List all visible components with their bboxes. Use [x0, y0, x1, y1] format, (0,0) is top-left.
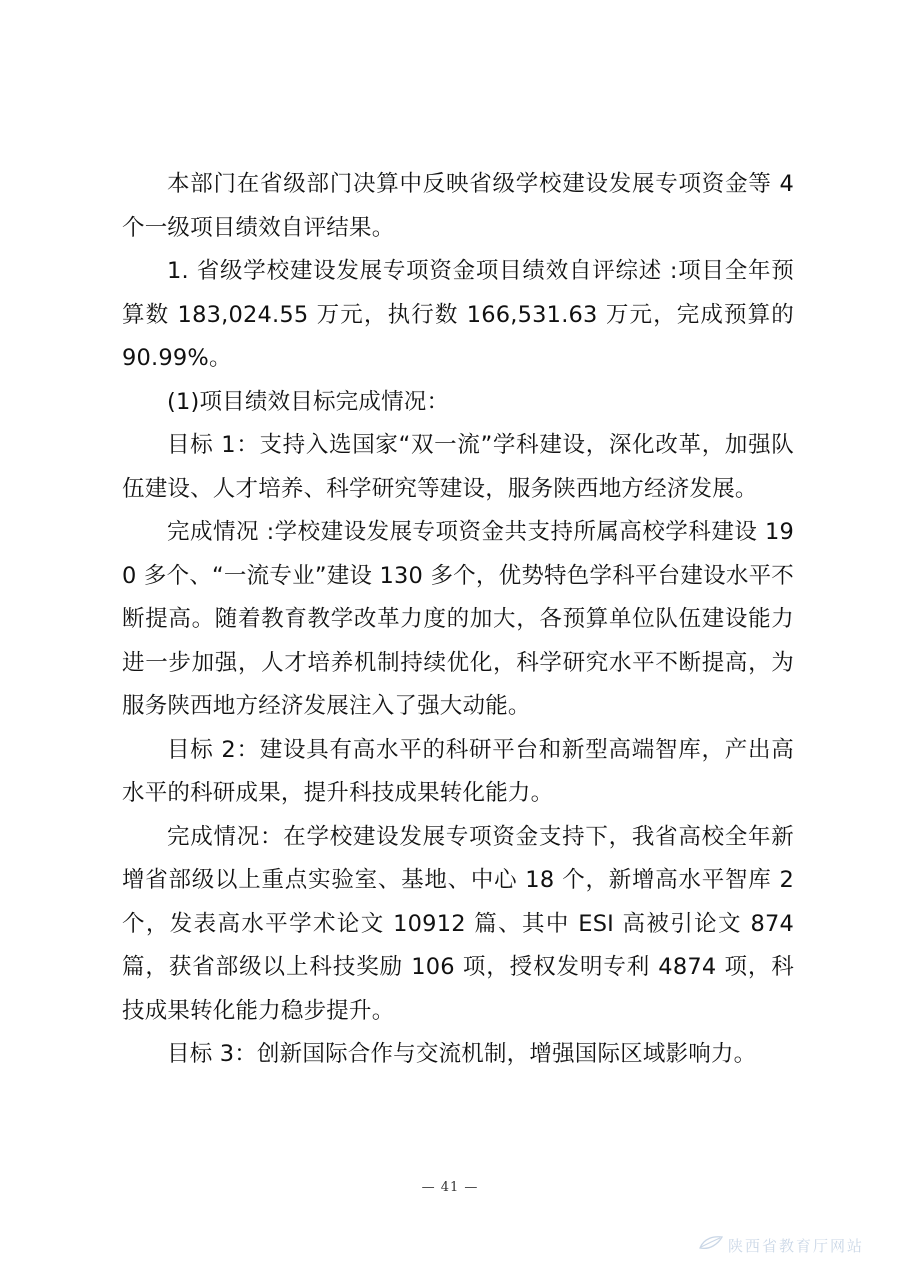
- watermark-text: 陕西省教育厅网站: [727, 1236, 864, 1255]
- paragraph-summary: 1. 省级学校建设发展专项资金项目绩效自评综述 :项目全年预算数 183,024.55 万元，执行数 166,531.63 万元，完成预算的 90.99%。: [122, 258, 794, 371]
- paragraph-goal-2-result: 完成情况：在学校建设发展专项资金支持下，我省高校全年新增省部级以上重点实验室、基地、中心 18 个，新增高水平智库 2 个，发表高水平学术论文 10912 篇、其中 ESI 高被引论文 874 篇，获省部级以上科技奖励 106 项，授权发明专利 4874 项，科技成果转化能力稳步提升。: [122, 823, 794, 1024]
- page-number: — 41 —: [421, 1180, 479, 1195]
- paragraph-heading-goals: (1)项目绩效目标完成情况：: [167, 388, 450, 415]
- document-body: [122, 163, 794, 1077]
- paragraph-intro: 本部门在省级部门决算中反映省级学校建设发展专项资金等 4 个一级项目绩效自评结果。: [122, 171, 794, 241]
- paragraph-goal-1: 目标 1：支持入选国家“双一流”学科建设，深化改革，加强队伍建设、人才培养、科学研究等建设，服务陕西地方经济发展。: [122, 432, 794, 502]
- paragraph-goal-3: 目标 3：创新国际合作与交流机制，增强国际区域影响力。: [167, 1041, 757, 1067]
- watermark: [698, 1234, 864, 1256]
- paragraph-goal-1-result: 完成情况 :学校建设发展专项资金共支持所属高校学科建设 190 多个、“一流专业”建设 130 多个，优势特色学科平台建设水平不断提高。随着教育教学改革力度的加大，各预算单位队伍建设能力进一步加强，人才培养机制持续优化，科学研究水平不断提高，为服务陕西地方经济发展注入了强大动能。: [122, 519, 794, 719]
- leaf-logo-icon: [698, 1234, 724, 1256]
- paragraph-goal-2: 目标 2：建设具有高水平的科研平台和新型高端智库，产出高水平的科研成果，提升科技成果转化能力。: [122, 736, 794, 806]
